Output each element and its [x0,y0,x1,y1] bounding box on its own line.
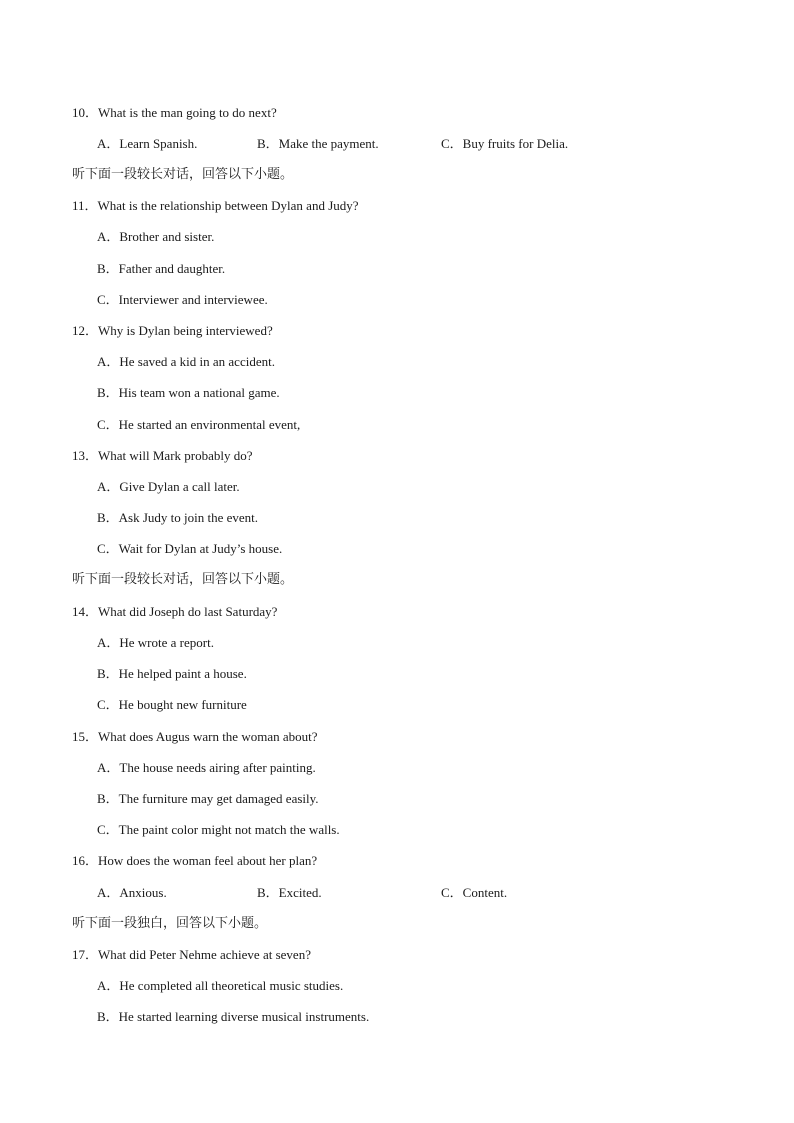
option-12a: A．He saved a kid in an accident. [97,354,275,369]
section-instruction-1: 听下面一段较长对话，回答以下小题。 [72,167,294,182]
option-11a: A．Brother and sister. [97,229,215,244]
option-17a: A．He completed all theoretical music studies. [97,978,344,993]
option-12c: C．He started an environmental event, [97,417,301,432]
option-11b: B．Father and daughter. [97,261,226,276]
question-14: 14．What did Joseph do last Saturday? [72,604,278,619]
question-12: 12．Why is Dylan being interviewed? [72,323,273,338]
option-13c: C．Wait for Dylan at Judy’s house. [97,541,283,556]
question-10: 10．What is the man going to do next? [72,105,277,120]
option-11c: C．Interviewer and interviewee. [97,292,268,307]
option-17b: B．He started learning diverse musical instruments. [97,1009,370,1024]
option-13a: A．Give Dylan a call later. [97,479,240,494]
option-10b: B．Make the payment. [257,136,379,151]
question-15: 15．What does Augus warn the woman about? [72,729,318,744]
section-instruction-3: 听下面一段独白，回答以下小题。 [72,916,268,931]
option-15c: C．The paint color might not match the walls. [97,822,340,837]
option-13b: B．Ask Judy to join the event. [97,510,259,525]
option-14c: C．He bought new furniture [97,697,247,712]
question-13: 13．What will Mark probably do? [72,448,253,463]
option-10c: C．Buy fruits for Delia. [441,136,569,151]
question-17: 17．What did Peter Nehme achieve at seven? [72,947,311,962]
option-16a: A．Anxious. [97,885,167,900]
option-12b: B．His team won a national game. [97,385,280,400]
option-16b: B．Excited. [257,885,322,900]
question-11: 11．What is the relationship between Dylan and Judy? [72,198,359,213]
option-14b: B．He helped paint a house. [97,666,247,681]
option-15a: A．The house needs airing after painting. [97,760,316,775]
option-16c: C．Content. [441,885,508,900]
option-10a: A．Learn Spanish. [97,136,198,151]
section-instruction-2: 听下面一段较长对话，回答以下小题。 [72,572,294,587]
option-15b: B．The furniture may get damaged easily. [97,791,319,806]
option-14a: A．He wrote a report. [97,635,214,650]
question-16: 16．How does the woman feel about her plan? [72,853,318,868]
